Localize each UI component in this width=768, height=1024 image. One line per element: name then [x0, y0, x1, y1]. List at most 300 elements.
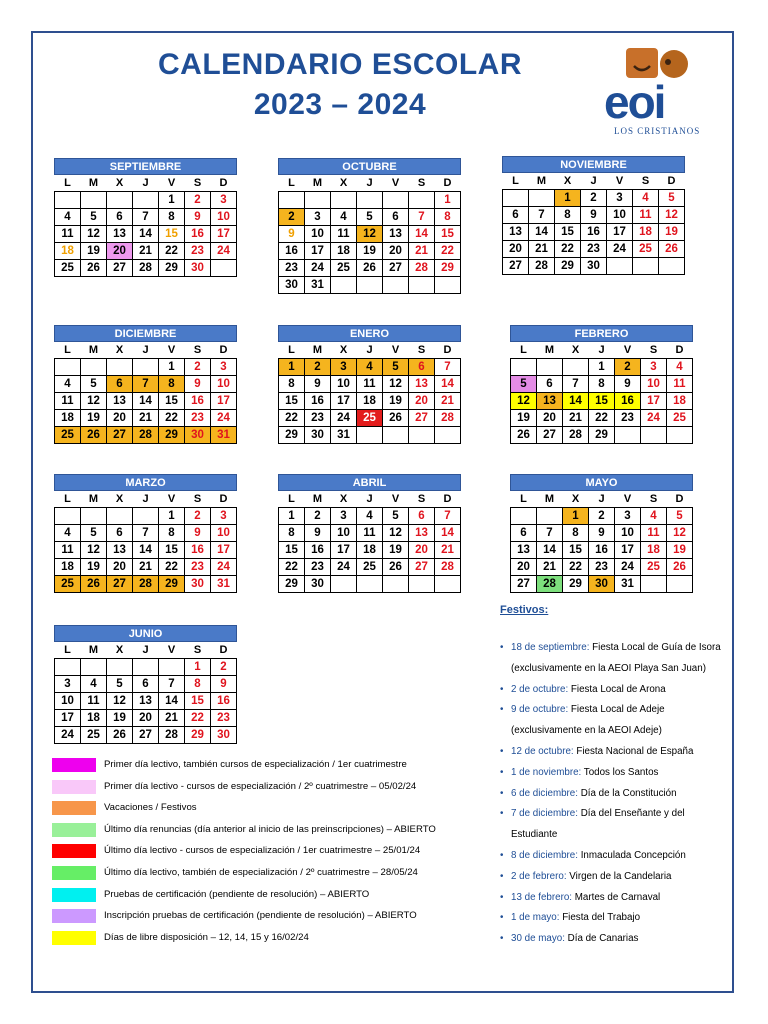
week-row [279, 226, 461, 243]
day-cell: 29 [589, 427, 615, 444]
day-cell: 4 [357, 359, 383, 376]
festivo-text: Inmaculada Concepción [577, 849, 686, 861]
empty-cell [107, 359, 133, 376]
weekday-label: J [142, 644, 149, 656]
month-noviembre [502, 156, 685, 275]
weekday-label: S [193, 177, 202, 189]
legend-text: Pruebas de certificación (pendiente de resolución) – ABIERTO [104, 888, 370, 900]
day-cell: 22 [435, 243, 461, 260]
day-cell: 29 [279, 427, 305, 444]
festivo-date: 30 de mayo: [511, 933, 565, 945]
weekday-label: V [391, 344, 400, 356]
week-row [511, 359, 693, 376]
week-row [279, 260, 461, 277]
day-cell: 26 [81, 576, 107, 593]
weekday-label: M [88, 644, 99, 656]
day-cell: 1 [159, 192, 185, 209]
weekday-label: V [167, 177, 176, 189]
weekday-label: L [288, 493, 295, 505]
day-cell: 21 [529, 241, 555, 258]
day-cell: 1 [159, 359, 185, 376]
day-cell: 20 [409, 393, 435, 410]
day-cell: 6 [383, 209, 409, 226]
day-cell: 30 [185, 576, 211, 593]
weekday-label: S [193, 493, 202, 505]
day-cell: 13 [107, 226, 133, 243]
day-cell: 19 [667, 542, 693, 559]
month-octubre [278, 158, 461, 294]
day-cell: 15 [435, 226, 461, 243]
day-cell: 28 [409, 260, 435, 277]
week-row [279, 376, 461, 393]
day-cell: 28 [133, 260, 159, 277]
day-cell: 31 [211, 427, 237, 444]
day-cell: 11 [55, 226, 81, 243]
day-cell: 11 [55, 393, 81, 410]
day-cell: 22 [159, 410, 185, 427]
legend-text: Último día renuncias (día anterior al inicio de las preinscripciones) – ABIERTO [104, 823, 436, 835]
day-cell: 23 [305, 410, 331, 427]
weekday-label: M [544, 344, 555, 356]
day-cell: 30 [211, 727, 237, 744]
empty-cell [107, 192, 133, 209]
day-cell: 11 [55, 542, 81, 559]
empty-cell [357, 427, 383, 444]
day-cell: 8 [589, 376, 615, 393]
week-row [55, 427, 237, 444]
day-cell: 6 [503, 207, 529, 224]
day-cell: 8 [555, 207, 581, 224]
festivo-text: Fiesta Local de Adeje (exclusivamente en la AEOI Adeje) [511, 704, 665, 737]
weekday-label: D [219, 177, 228, 189]
day-cell: 17 [641, 393, 667, 410]
day-cell: 14 [159, 693, 185, 710]
day-cell: 18 [55, 243, 81, 260]
weekday-label: J [598, 493, 605, 505]
empty-cell [159, 659, 185, 676]
day-cell: 20 [511, 559, 537, 576]
legend-swatch [52, 758, 96, 772]
day-cell: 12 [667, 525, 693, 542]
week-row [55, 659, 237, 676]
day-cell: 12 [357, 226, 383, 243]
festivo-item [500, 784, 728, 805]
weekday-label: S [649, 344, 658, 356]
day-cell: 2 [615, 359, 641, 376]
day-cell: 20 [107, 559, 133, 576]
day-cell: 24 [55, 727, 81, 744]
day-cell: 16 [185, 542, 211, 559]
festivo-text: Día de Canarias [564, 933, 639, 945]
empty-cell [659, 258, 685, 275]
day-cell: 9 [185, 209, 211, 226]
day-cell: 31 [305, 277, 331, 294]
day-cell: 6 [133, 676, 159, 693]
day-cell: 3 [331, 359, 357, 376]
day-cell: 4 [641, 508, 667, 525]
day-cell: 22 [185, 710, 211, 727]
month-septiembre [54, 158, 237, 277]
festivo-date: 6 de diciembre: [511, 787, 578, 799]
day-cell: 8 [159, 209, 185, 226]
empty-cell [133, 508, 159, 525]
empty-cell [409, 277, 435, 294]
month-header: ENERO [278, 325, 461, 342]
day-cell: 25 [55, 260, 81, 277]
day-cell: 6 [409, 508, 435, 525]
day-cell: 10 [615, 525, 641, 542]
month-diciembre [54, 325, 237, 444]
day-cell: 24 [211, 410, 237, 427]
day-cell: 2 [185, 192, 211, 209]
day-cell: 2 [589, 508, 615, 525]
day-cell: 25 [55, 576, 81, 593]
week-row [55, 693, 237, 710]
empty-cell [503, 190, 529, 207]
empty-cell [633, 258, 659, 275]
festivo-text: Todos los Santos [581, 766, 659, 778]
weekday-label: V [391, 493, 400, 505]
legend-text: Primer día lectivo - cursos de especialización / 2º cuatrimestre – 05/02/24 [104, 780, 417, 792]
day-cell: 4 [81, 676, 107, 693]
day-cell: 13 [107, 393, 133, 410]
week-row [279, 559, 461, 576]
day-cell: 8 [159, 525, 185, 542]
day-cell: 8 [435, 209, 461, 226]
day-cell: 24 [211, 559, 237, 576]
week-row [503, 224, 685, 241]
day-cell: 7 [563, 376, 589, 393]
day-cell: 19 [659, 224, 685, 241]
week-row [279, 243, 461, 260]
empty-cell [537, 508, 563, 525]
day-cell: 3 [211, 192, 237, 209]
day-cell: 26 [81, 260, 107, 277]
day-cell: 24 [305, 260, 331, 277]
day-cell: 14 [529, 224, 555, 241]
month-mayo [510, 474, 693, 593]
day-cell: 28 [435, 410, 461, 427]
month-header: NOVIEMBRE [502, 156, 685, 173]
empty-cell [81, 508, 107, 525]
week-row [511, 542, 693, 559]
weekday-label: S [417, 493, 426, 505]
empty-cell [357, 277, 383, 294]
legend-text: Días de libre disposición – 12, 14, 15 y 16/02/24 [104, 931, 309, 943]
empty-cell [667, 427, 693, 444]
legend-swatch [52, 844, 96, 858]
festivo-text: Día del Enseñante y del Estudiante [511, 808, 685, 841]
day-cell: 13 [537, 393, 563, 410]
day-cell: 27 [383, 260, 409, 277]
weekday-label: D [219, 644, 228, 656]
weekday-label: V [623, 493, 632, 505]
day-cell: 8 [185, 676, 211, 693]
day-cell: 10 [607, 207, 633, 224]
day-cell: 16 [211, 693, 237, 710]
weekday-label: V [391, 177, 400, 189]
day-cell: 1 [563, 508, 589, 525]
day-cell: 18 [667, 393, 693, 410]
week-row [511, 525, 693, 542]
day-cell: 8 [563, 525, 589, 542]
day-cell: 24 [331, 559, 357, 576]
weekday-label: S [193, 644, 202, 656]
day-cell: 5 [383, 359, 409, 376]
day-cell: 16 [615, 393, 641, 410]
day-cell: 3 [211, 359, 237, 376]
empty-cell [331, 277, 357, 294]
weekday-label: L [288, 177, 295, 189]
week-row [511, 376, 693, 393]
day-cell: 17 [211, 393, 237, 410]
week-row [503, 241, 685, 258]
day-cell: 14 [133, 226, 159, 243]
day-cell: 2 [279, 209, 305, 226]
day-cell: 19 [107, 710, 133, 727]
day-cell: 23 [211, 710, 237, 727]
month-header: MARZO [54, 474, 237, 491]
day-cell: 8 [159, 376, 185, 393]
day-cell: 23 [615, 410, 641, 427]
week-row [279, 576, 461, 593]
day-cell: 5 [107, 676, 133, 693]
day-cell: 17 [211, 542, 237, 559]
day-cell: 2 [581, 190, 607, 207]
month-febrero [510, 325, 693, 444]
week-row [55, 192, 237, 209]
day-cell: 7 [529, 207, 555, 224]
weekday-label: J [142, 344, 149, 356]
week-row [55, 260, 237, 277]
day-cell: 11 [81, 693, 107, 710]
week-row [279, 410, 461, 427]
day-cell: 8 [279, 376, 305, 393]
day-cell: 15 [589, 393, 615, 410]
day-cell: 1 [435, 192, 461, 209]
day-cell: 28 [529, 258, 555, 275]
festivo-item [500, 867, 728, 888]
day-cell: 13 [383, 226, 409, 243]
day-cell: 7 [133, 376, 159, 393]
empty-cell [607, 258, 633, 275]
day-cell: 27 [511, 576, 537, 593]
day-cell: 12 [81, 226, 107, 243]
day-cell: 26 [511, 427, 537, 444]
festivo-item [500, 638, 728, 680]
day-cell: 5 [511, 376, 537, 393]
festivo-item [500, 700, 728, 742]
festivo-date: 7 de diciembre: [511, 808, 578, 820]
empty-cell [305, 192, 331, 209]
legend-swatch [52, 780, 96, 794]
day-cell: 20 [503, 241, 529, 258]
day-cell: 29 [435, 260, 461, 277]
festivo-date: 13 de febrero: [511, 891, 573, 903]
day-cell: 4 [331, 209, 357, 226]
day-cell: 18 [641, 542, 667, 559]
week-row [279, 508, 461, 525]
week-row [55, 710, 237, 727]
week-row [511, 410, 693, 427]
day-cell: 7 [133, 209, 159, 226]
day-cell: 18 [55, 410, 81, 427]
day-cell: 30 [279, 277, 305, 294]
day-cell: 25 [667, 410, 693, 427]
day-cell: 25 [633, 241, 659, 258]
weekday-label: M [88, 177, 99, 189]
day-cell: 16 [185, 393, 211, 410]
festivo-date: 1 de mayo: [511, 912, 560, 924]
day-cell: 27 [107, 260, 133, 277]
day-cell: 4 [357, 508, 383, 525]
weekday-label: D [443, 344, 452, 356]
day-cell: 9 [279, 226, 305, 243]
week-row [279, 427, 461, 444]
day-cell: 25 [331, 260, 357, 277]
empty-cell [667, 576, 693, 593]
empty-cell [81, 359, 107, 376]
weekday-label: J [366, 344, 373, 356]
festivo-date: 1 de noviembre: [511, 766, 582, 778]
day-cell: 18 [81, 710, 107, 727]
week-row [55, 393, 237, 410]
day-cell: 26 [107, 727, 133, 744]
festivo-date: 2 de febrero: [511, 870, 567, 882]
day-cell: 1 [279, 508, 305, 525]
day-cell: 25 [55, 427, 81, 444]
day-cell: 19 [383, 393, 409, 410]
empty-cell [107, 659, 133, 676]
weekday-label: S [649, 493, 658, 505]
day-cell: 27 [107, 576, 133, 593]
day-cell: 15 [563, 542, 589, 559]
day-cell: 25 [641, 559, 667, 576]
day-cell: 16 [581, 224, 607, 241]
legend-swatch [52, 823, 96, 837]
day-cell: 12 [383, 376, 409, 393]
festivo-text: Día de la Constitución [577, 787, 677, 799]
day-cell: 5 [81, 376, 107, 393]
empty-cell [383, 576, 409, 593]
empty-cell [55, 192, 81, 209]
day-cell: 15 [159, 542, 185, 559]
weekday-label: M [312, 493, 323, 505]
week-row [511, 559, 693, 576]
day-cell: 5 [81, 209, 107, 226]
logo-text: eoi [604, 76, 665, 128]
day-cell: 24 [615, 559, 641, 576]
festivo-item [500, 846, 728, 867]
day-cell: 18 [357, 542, 383, 559]
day-cell: 22 [279, 410, 305, 427]
day-cell: 11 [357, 376, 383, 393]
day-cell: 26 [659, 241, 685, 258]
weekday-label: X [571, 493, 580, 505]
day-cell: 30 [581, 258, 607, 275]
legend-text: Último día lectivo, también de especialización / 2º cuatrimestre – 28/05/24 [104, 867, 418, 878]
day-cell: 28 [133, 427, 159, 444]
empty-cell [211, 260, 237, 277]
festivo-text: Fiesta Local de Arona [568, 683, 666, 695]
weekday-label: J [590, 175, 597, 187]
week-row [511, 393, 693, 410]
day-cell: 23 [279, 260, 305, 277]
weekday-label: M [544, 493, 555, 505]
day-cell: 10 [211, 376, 237, 393]
day-cell: 4 [55, 525, 81, 542]
day-cell: 17 [331, 542, 357, 559]
day-cell: 4 [633, 190, 659, 207]
empty-cell [641, 427, 667, 444]
day-cell: 16 [185, 226, 211, 243]
day-cell: 11 [667, 376, 693, 393]
empty-cell [81, 659, 107, 676]
logo-figures-icon [626, 48, 688, 78]
festivo-item [500, 908, 728, 929]
festivo-item [500, 763, 728, 784]
weekday-label: L [288, 344, 295, 356]
week-row [279, 525, 461, 542]
day-cell: 13 [409, 376, 435, 393]
day-cell: 6 [107, 525, 133, 542]
weekday-label: D [675, 493, 684, 505]
page-title: CALENDARIO ESCOLAR [157, 48, 522, 81]
day-cell: 4 [55, 209, 81, 226]
day-cell: 24 [331, 410, 357, 427]
day-cell: 15 [279, 542, 305, 559]
day-cell: 28 [133, 576, 159, 593]
day-cell: 26 [383, 559, 409, 576]
day-cell: 21 [133, 243, 159, 260]
weekday-label: L [64, 644, 71, 656]
day-cell: 9 [305, 376, 331, 393]
week-row [279, 209, 461, 226]
day-cell: 9 [581, 207, 607, 224]
weekday-label: M [312, 177, 323, 189]
day-cell: 16 [589, 542, 615, 559]
day-cell: 1 [589, 359, 615, 376]
day-cell: 23 [589, 559, 615, 576]
festivo-date: 8 de diciembre: [511, 849, 578, 861]
day-cell: 30 [305, 427, 331, 444]
day-cell: 13 [511, 542, 537, 559]
weekday-label: J [598, 344, 605, 356]
day-cell: 7 [537, 525, 563, 542]
empty-cell [55, 359, 81, 376]
day-cell: 19 [81, 559, 107, 576]
weekday-label: X [339, 177, 348, 189]
day-cell: 31 [211, 576, 237, 593]
month-header: SEPTIEMBRE [54, 158, 237, 175]
festivo-text: Martes de Carnaval [572, 891, 661, 903]
weekday-label: V [167, 644, 176, 656]
weekday-label: V [167, 344, 176, 356]
legend-swatch [52, 801, 96, 815]
month-abril [278, 474, 461, 593]
festivo-date: 12 de octubre: [511, 745, 574, 757]
day-cell: 9 [305, 525, 331, 542]
day-cell: 24 [607, 241, 633, 258]
week-row [279, 192, 461, 209]
day-cell: 16 [279, 243, 305, 260]
weekday-label: D [443, 493, 452, 505]
day-cell: 24 [641, 410, 667, 427]
day-cell: 15 [555, 224, 581, 241]
week-row [55, 359, 237, 376]
day-cell: 29 [555, 258, 581, 275]
weekday-label: X [115, 177, 124, 189]
